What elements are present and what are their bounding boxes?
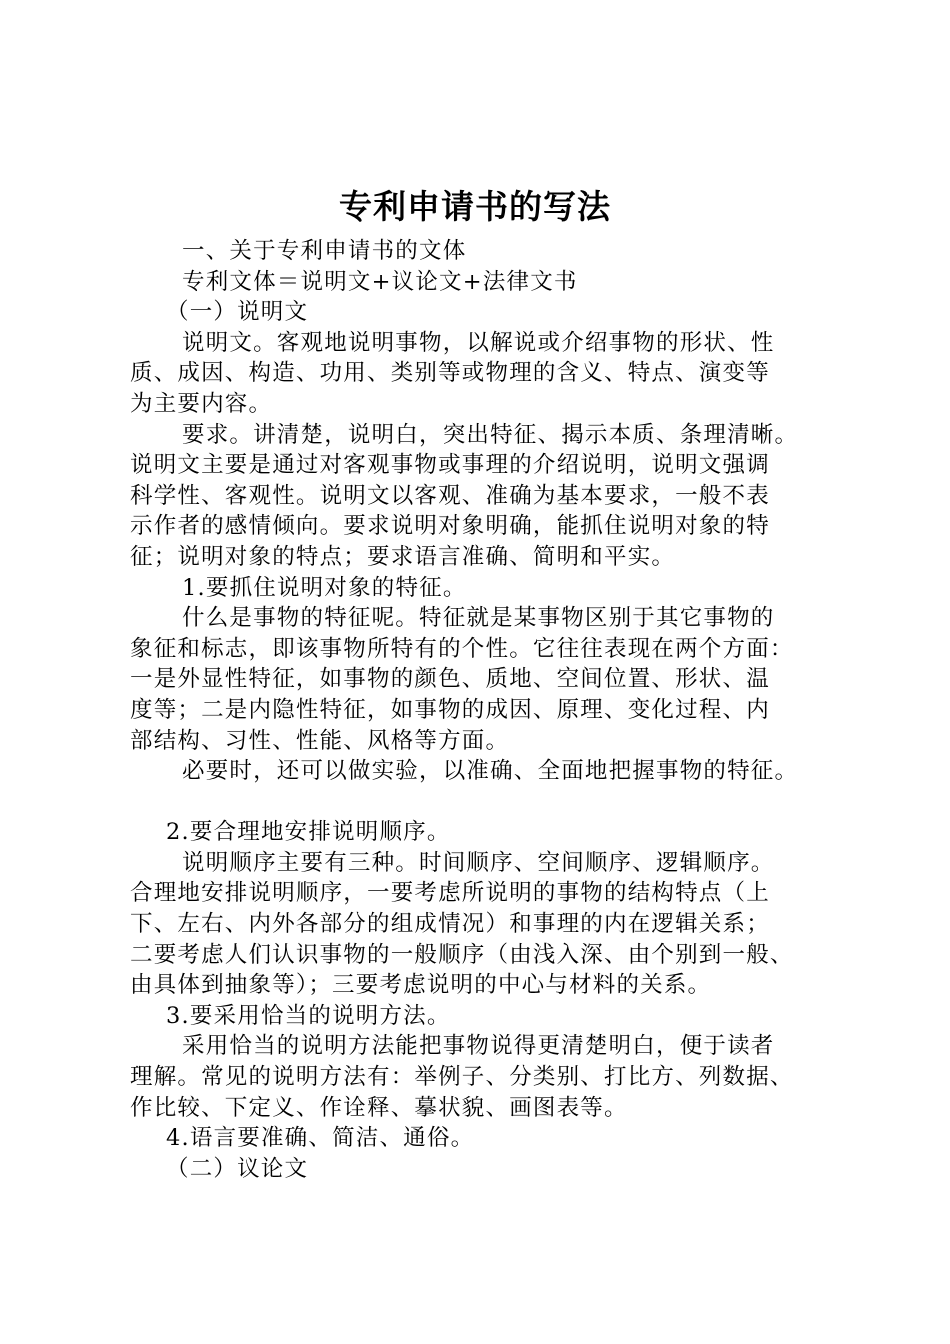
text-line: 什么是事物的特征呢。特征就是某事物区别于其它事物的 [182, 605, 775, 632]
text-line: 说明文。客观地说明事物，以解说或介绍事物的形状、性 [182, 329, 775, 356]
text-line: 下、左右、内外各部分的组成情况）和事理的内在逻辑关系； [130, 911, 770, 938]
text-line: 由具体到抽象等）；三要考虑说明的中心与材料的关系。 [130, 972, 712, 999]
text-line: 必要时，还可以做实验，以准确、全面地把握事物的特征。 [182, 758, 799, 785]
text-line: 说明顺序主要有三种。时间顺序、空间顺序、逻辑顺序。 [182, 849, 775, 876]
subsection-heading: （二）议论文 [166, 1155, 309, 1182]
blank-line [130, 787, 850, 818]
numbered-heading: 4.语言要准确、简洁、通俗。 [166, 1125, 475, 1152]
text-line: 为主要内容。 [130, 390, 273, 417]
text-line: 二要考虑人们认识事物的一般顺序（由浅入深、由个别到一般、 [130, 941, 794, 968]
numbered-heading: 1.要抓住说明对象的特征。 [182, 574, 467, 601]
text-line: 采用恰当的说明方法能把事物说得更清楚明白，便于读者 [182, 1033, 775, 1060]
numbered-heading: 3.要采用恰当的说明方法。 [166, 1002, 451, 1029]
text-line: 合理地安排说明顺序，一要考虑所说明的事物的结构特点（上 [130, 880, 770, 907]
document-title: 专利申请书的写法 [339, 187, 611, 226]
text-line: 质、成因、构造、功用、类别等或物理的含义、特点、演变等 [130, 360, 770, 387]
section-heading: 一、关于专利申请书的文体 [182, 238, 467, 264]
text-line: 一是外显性特征，如事物的颜色、质地、空间位置、形状、温 [130, 666, 770, 693]
text-line: 作比较、下定义、作诠释、摹状貌、画图表等。 [130, 1094, 628, 1121]
text-line: 专利文体＝说明文+议论文+法律文书 [182, 268, 578, 295]
text-line: 科学性、客观性。说明文以客观、准确为基本要求，一般不表 [130, 482, 770, 509]
text-line: 度等；二是内隐性特征，如事物的成因、原理、变化过程、内 [130, 696, 770, 723]
text-line: 要求。讲清楚，说明白，突出特征、揭示本质、条理清晰。 [182, 421, 799, 448]
text-line: 说明文主要是通过对客观事物或事理的介绍说明，说明文强调 [130, 452, 770, 479]
numbered-heading: 2.要合理地安排说明顺序。 [166, 819, 451, 846]
subsection-heading: （一）说明文 [166, 299, 309, 326]
text-line: 示作者的感情倾向。要求说明对象明确，能抓住说明对象的特 [130, 513, 770, 540]
text-line: 部结构、习性、性能、风格等方面。 [130, 727, 510, 754]
text-line: 征；说明对象的特点；要求语言准确、简明和平实。 [130, 543, 676, 570]
text-line: 理解。常见的说明方法有：举例子、分类别、打比方、列数据、 [130, 1064, 794, 1091]
document-body [130, 236, 850, 1184]
text-line: 象征和标志，即该事物所特有的个性。它往往表现在两个方面： [130, 635, 794, 662]
